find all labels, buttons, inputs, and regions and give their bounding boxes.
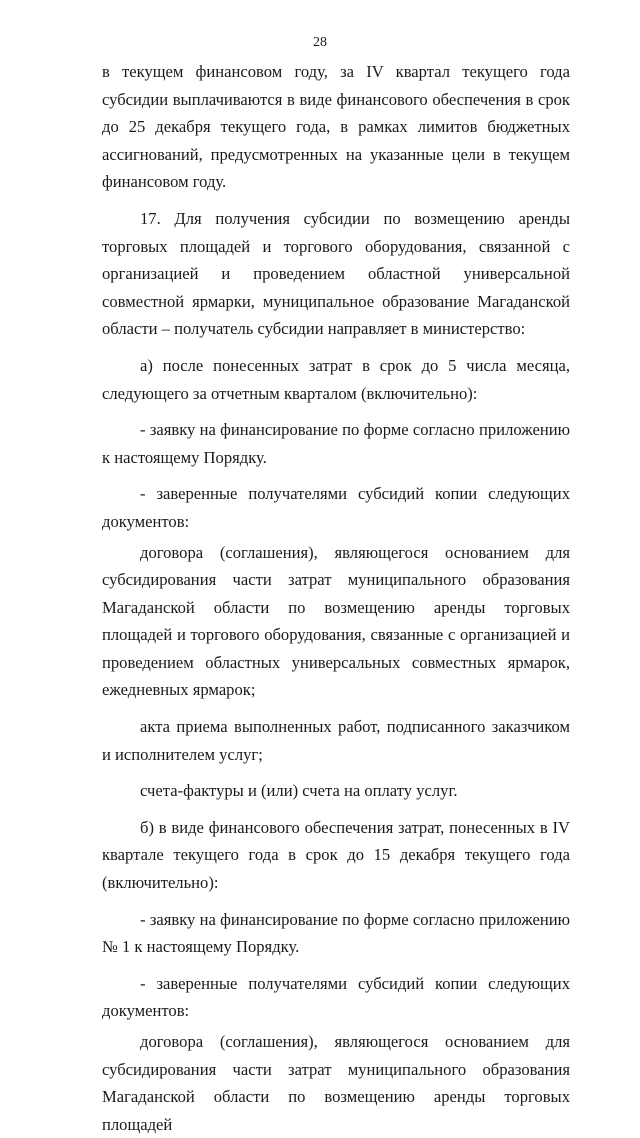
paragraph-application-a: - заявку на финансирование по форме согласно приложению к настоящему Порядку.	[102, 420, 570, 467]
paragraph-subitem-a: а) после понесенных затрат в срок до 5 числа месяца, следующего за отчетным кварталом (включительно):	[102, 355, 570, 403]
paragraph-certified-copies-b: - заверенные получателями субсидий копии следующих документов:	[102, 973, 570, 1021]
paragraph-subitem-b: б) в виде финансового обеспечения затрат, понесенных в IV квартале текущего года в срок до 15 декабря текущего года (включительно):	[102, 817, 570, 893]
paragraph-act-a: акта приема выполненных работ, подписанного заказчиком и исполнителем услуг;	[102, 717, 570, 764]
paragraph-invoice-a: счета-фактуры и (или) счета на оплату услуг.	[140, 781, 458, 801]
paragraph-contract-a: договора (соглашения), являющегося основанием для субсидирования части затрат муниципального образования Магаданской области по возмещению аренды торговых площадей и торгового оборудования, связанные с организацией и проведением областных универсальных совместных ярмарок, ежедневных ярмарок;	[102, 542, 570, 700]
paragraph-item-17: 17. Для получения субсидии по возмещению аренды торговых площадей и торгового оборудования, связанной с организацией и проведением областной универсальной совместной ярмарки, муниципальное образование Магаданской области – получатель субсидии направляет в министерство:	[102, 208, 570, 339]
document-body	[102, 58, 570, 1138]
paragraph-contract-b: договора (соглашения), являющегося основанием для субсидирования части затрат муниципального образования Магаданской области по возмещению аренды торговых площадей	[102, 1032, 570, 1134]
paragraph-application-b: - заявку на финансирование по форме согласно приложению № 1 к настоящему Порядку.	[102, 909, 570, 957]
page-number: 28	[313, 35, 327, 50]
paragraph-certified-copies-a: - заверенные получателями субсидий копии следующих документов:	[102, 484, 570, 531]
paragraph-continuation: в текущем финансовом году, за IV квартал текущего года субсидии выплачиваются в виде финансового обеспечения в срок до 25 декабря текущего года, в рамках лимитов бюджетных ассигнований, предусмотренных на указанные цели в текущем финансовом году.	[102, 62, 570, 192]
